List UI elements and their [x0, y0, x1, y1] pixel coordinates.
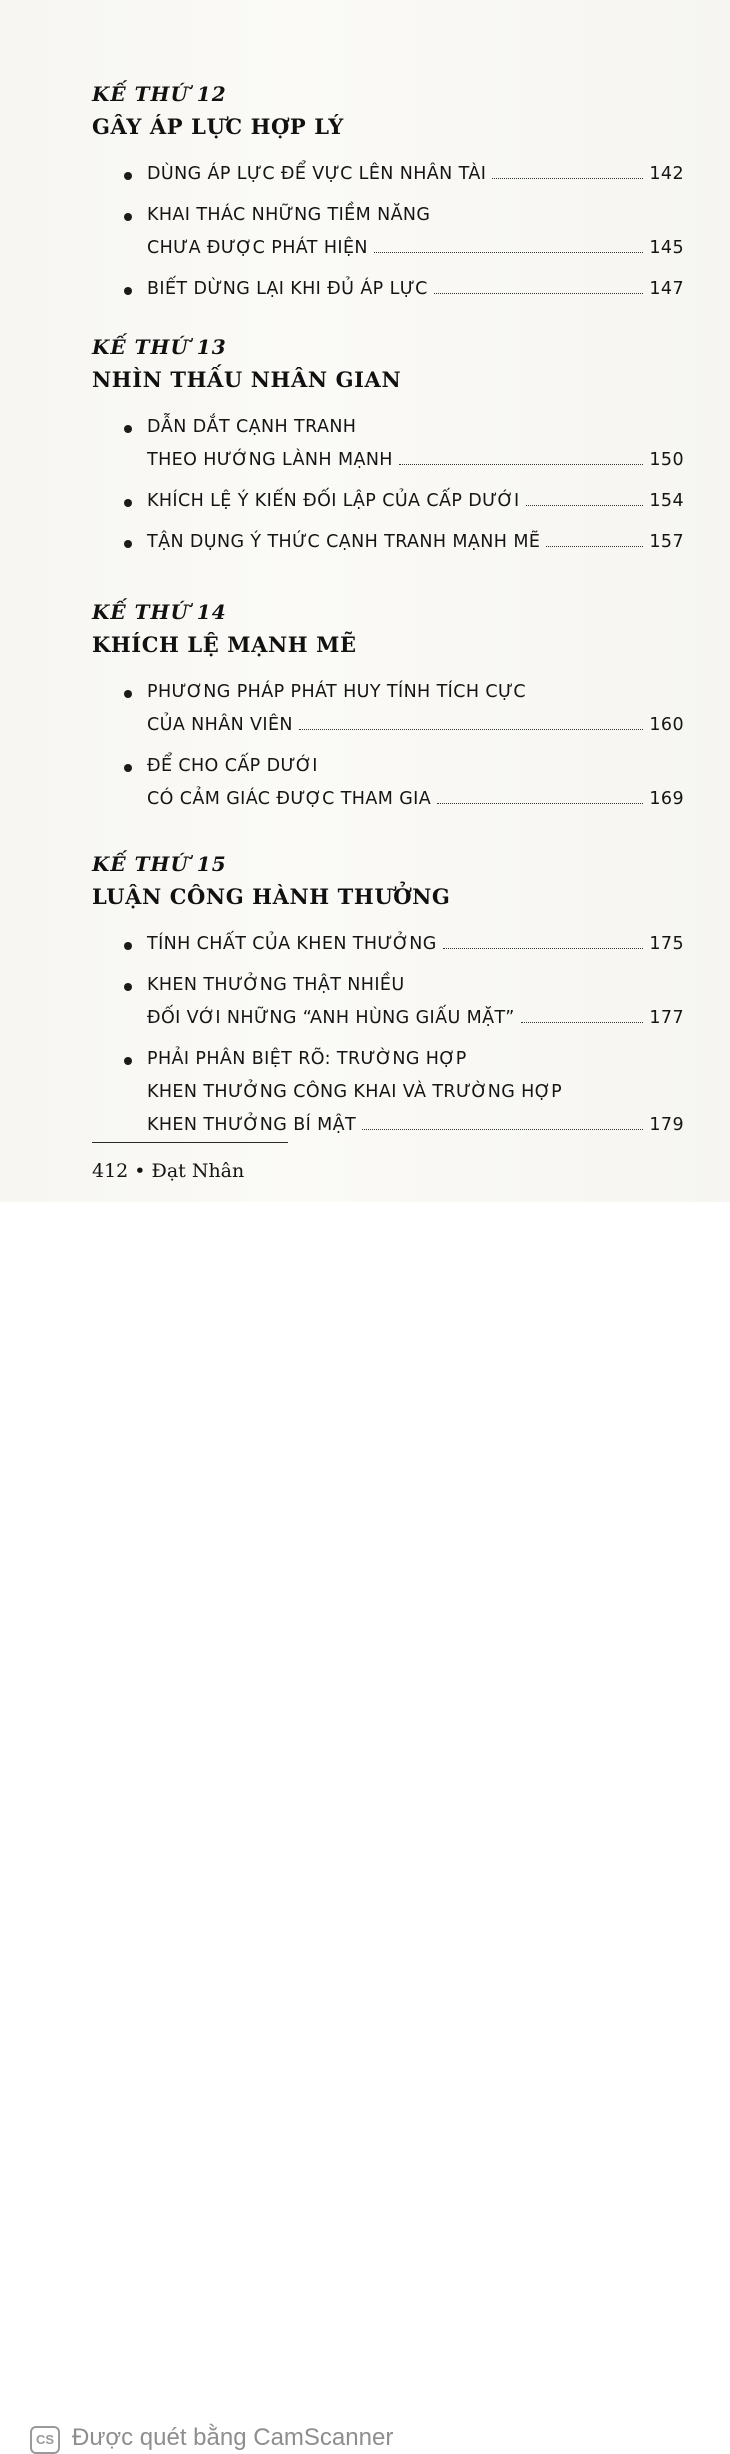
toc-entry[interactable]: [124, 203, 684, 269]
toc-entry[interactable]: [124, 754, 684, 820]
section-label: KẾ THỨ 12: [92, 82, 227, 106]
toc-entry[interactable]: [124, 162, 684, 195]
entry-text: KHÍCH LỆ Ý KIẾN ĐỐI LẬP CỦA CẤP DƯỚI: [147, 491, 520, 511]
entry-page-number: 169: [649, 789, 684, 809]
camscanner-logo-icon: CS: [30, 2426, 60, 2454]
entry-page-number: 177: [649, 1008, 684, 1028]
toc-entry[interactable]: [124, 489, 684, 522]
page-number: 412: [92, 1160, 129, 1182]
section-title: NHÌN THẤU NHÂN GIAN: [92, 367, 402, 392]
entry-text: BIẾT DỪNG LẠI KHI ĐỦ ÁP LỰC: [147, 279, 428, 299]
scanner-watermark-text: Được quét bằng CamScanner: [72, 2424, 394, 2451]
entry-page-number: 179: [649, 1115, 684, 1135]
dot-leader: [362, 1128, 643, 1130]
footer-separator: •: [134, 1160, 146, 1182]
bullet-icon: [124, 764, 132, 772]
bullet-icon: [124, 499, 132, 507]
entry-text: CỦA NHÂN VIÊN: [147, 715, 293, 735]
entry-text: KHAI THÁC NHỮNG TIỀM NĂNG: [147, 205, 431, 225]
bullet-icon: [124, 983, 132, 991]
entry-text: KHEN THƯỞNG BÍ MẬT: [147, 1115, 357, 1135]
bullet-icon: [124, 213, 132, 221]
entry-page-number: 145: [649, 238, 684, 258]
toc-entry[interactable]: [124, 1047, 684, 1146]
entry-text: PHƯƠNG PHÁP PHÁT HUY TÍNH TÍCH CỰC: [147, 682, 527, 702]
entry-text: TẬN DỤNG Ý THỨC CẠNH TRANH MẠNH MẼ: [147, 532, 541, 552]
entry-text: CHƯA ĐƯỢC PHÁT HIỆN: [147, 238, 368, 258]
bullet-icon: [124, 942, 132, 950]
toc-entry[interactable]: [124, 277, 684, 310]
dot-leader: [437, 802, 643, 804]
entry-text: DẪN DẮT CẠNH TRANH: [147, 417, 357, 437]
dot-leader: [526, 504, 644, 506]
footer-author: Đạt Nhân: [151, 1160, 245, 1182]
entry-page-number: 147: [649, 279, 684, 299]
section-title: LUẬN CÔNG HÀNH THƯỞNG: [92, 884, 451, 909]
page-footer: [92, 1160, 244, 1182]
entry-text: KHEN THƯỞNG CÔNG KHAI VÀ TRƯỜNG HỢP: [147, 1082, 563, 1102]
dot-leader: [521, 1021, 644, 1023]
entry-page-number: 154: [649, 491, 684, 511]
entry-text: DÙNG ÁP LỰC ĐỂ VỰC LÊN NHÂN TÀI: [147, 164, 487, 184]
entry-page-number: 160: [649, 715, 684, 735]
toc-entry[interactable]: [124, 973, 684, 1039]
dot-leader: [443, 947, 644, 949]
section-label: KẾ THỨ 13: [92, 335, 227, 359]
dot-leader: [399, 463, 644, 465]
entry-text: CÓ CẢM GIÁC ĐƯỢC THAM GIA: [147, 789, 432, 809]
bullet-icon: [124, 425, 132, 433]
bullet-icon: [124, 287, 132, 295]
toc-entry[interactable]: [124, 932, 684, 965]
entry-page-number: 150: [649, 450, 684, 470]
bleed-through: [560, 64, 565, 82]
entry-page-number: 175: [649, 934, 684, 954]
entry-text: KHEN THƯỞNG THẬT NHIỀU: [147, 975, 405, 995]
entry-page-number: 157: [649, 532, 684, 552]
toc-entry[interactable]: [124, 415, 684, 481]
scanner-watermark-bar: [0, 1202, 730, 2451]
dot-leader: [299, 728, 643, 730]
dot-leader: [546, 545, 643, 547]
entry-page-number: 142: [649, 164, 684, 184]
entry-text: THEO HƯỚNG LÀNH MẠNH: [147, 450, 393, 470]
dot-leader: [492, 177, 643, 179]
toc-entry[interactable]: [124, 680, 684, 746]
section-title: KHÍCH LỆ MẠNH MẼ: [92, 632, 357, 657]
entry-text: PHẢI PHÂN BIỆT RÕ: TRƯỜNG HỢP: [147, 1049, 467, 1069]
dot-leader: [434, 292, 644, 294]
entry-text: TÍNH CHẤT CỦA KHEN THƯỞNG: [147, 934, 437, 954]
entry-text: ĐỂ CHO CẤP DƯỚI: [147, 756, 318, 776]
toc-entry[interactable]: [124, 530, 684, 563]
dot-leader: [374, 251, 643, 253]
footer-rule: [92, 1142, 288, 1143]
section-label: KẾ THỨ 14: [92, 600, 227, 624]
bullet-icon: [124, 540, 132, 548]
section-title: GÂY ÁP LỰC HỢP LÝ: [92, 114, 344, 139]
bullet-icon: [124, 172, 132, 180]
bullet-icon: [124, 690, 132, 698]
book-page: [0, 0, 730, 1202]
section-label: KẾ THỨ 15: [92, 852, 227, 876]
bullet-icon: [124, 1057, 132, 1065]
entry-text: ĐỐI VỚI NHỮNG “ANH HÙNG GIẤU MẶT”: [147, 1008, 515, 1028]
